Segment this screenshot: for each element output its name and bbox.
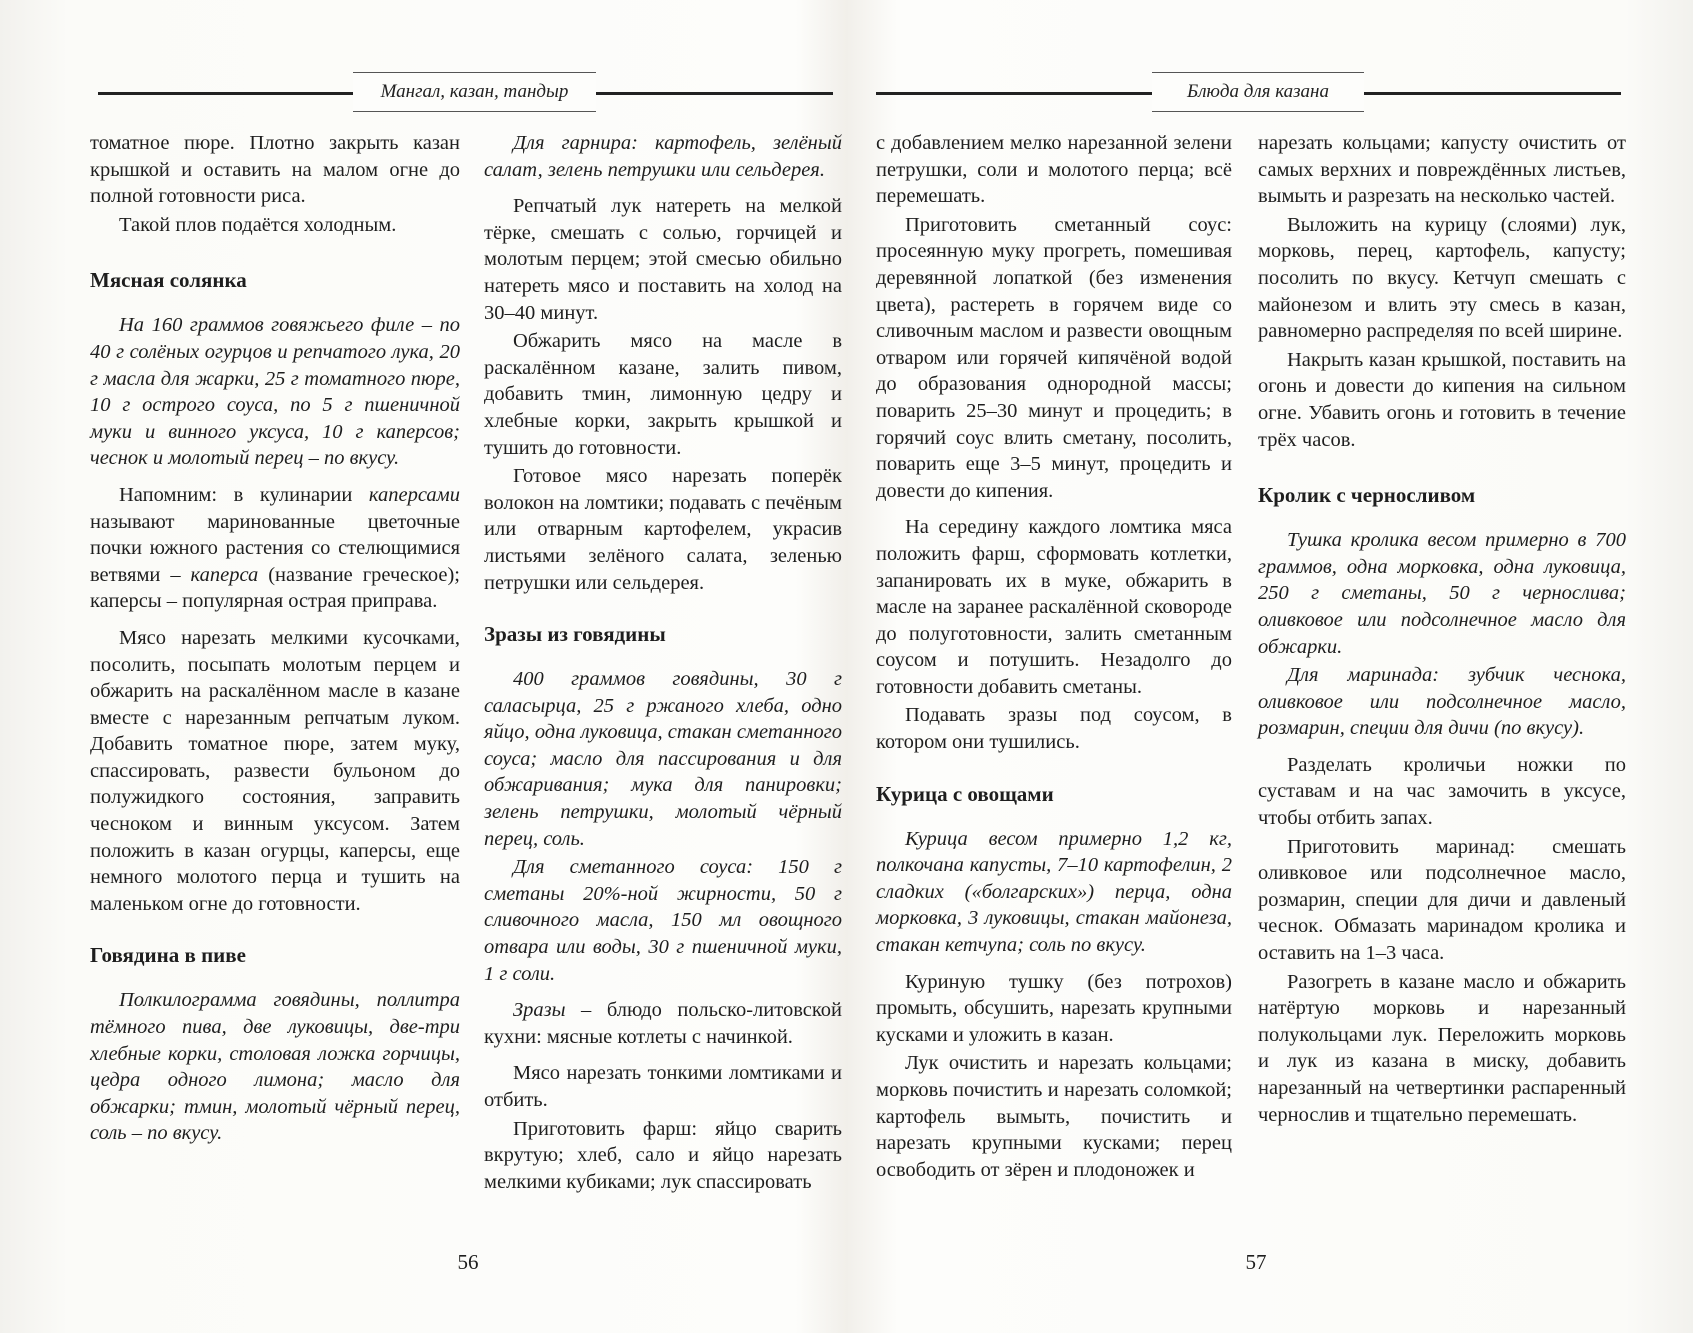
paragraph: Разогреть в казане масло и обжарить натёртую морковь и нарезанный полукольцами лук. Переложить морковь и лук из казана в миску, добавить нарезанный на четвертинки распаренный чернослив и тщательно перемешать. xyxy=(1258,970,1626,1126)
paragraph: Приготовить фарш: яйцо сварить вкрутую; хлеб, сало и яйцо нарезать мелкими кубиками; лук спассировать xyxy=(484,1117,842,1193)
paragraph: На середину каждого ломтика мяса положить фарш, сформовать котлетки, запанировать их в муке, обжарить в масле на заранее раскалённой сковороде до полуготовности, залить сметанным соусом и потушить. Незадолго до готовности добавить сметаны. xyxy=(876,516,1232,698)
recipe-title-rabbit: Кролик с черносливом xyxy=(1258,483,1476,508)
page-number-right: 57 xyxy=(1245,1250,1267,1274)
left-running-head-title: Мангал, казан, тандыр xyxy=(353,72,596,112)
ingredients-sauce: Для сметанного соуса: 150 г сметаны 20%-ной жирности, 50 г сливочного масла, 150 мл овощного отвара или воды, 30 г пшеничной муки, 1 г соли. xyxy=(484,856,842,985)
garnish: Для гарнира: картофель, зелёный салат, зелень петрушки или сельдерея. xyxy=(484,132,842,181)
note-term: каперсами xyxy=(368,483,460,506)
note-text: (название греческое); каперсы – популярная острая приправа. xyxy=(90,563,460,613)
right-column-1 xyxy=(876,130,1232,1185)
right-column-2 xyxy=(1258,130,1626,1130)
paragraph: Накрыть казан крышкой, поставить на огонь и довести до кипения на сильном огне. Убавить огонь и готовить в течение трёх часов. xyxy=(1258,348,1626,451)
paragraph: Мясо нарезать тонкими ломтиками и отбить. xyxy=(484,1062,842,1111)
left-column-2 xyxy=(484,130,842,1197)
paragraph: нарезать кольцами; капусту очистить от самых верхних и повреждённых листьев, вымыть и разрезать на несколько частей. xyxy=(1258,132,1626,208)
left-column-1 xyxy=(90,130,460,1149)
ingredients-rabbit: Тушка кролика весом примерно в 700 граммов, одна морковка, одна луковица, 250 г сметаны, 50 г чернослива; оливковое или подсолнечное масло для обжарки. xyxy=(1258,529,1626,658)
paragraph: Репчатый лук натереть на мелкой тёрке, смешать с солью, горчицей и молотым перцем; этой смесью обильно натереть мясо и поставить на холод на 30–40 минут. xyxy=(484,195,842,324)
note-zrazy xyxy=(484,997,842,1050)
method-solyanka: Мясо нарезать мелкими кусочками, посолить, посыпать молотым перцем и обжарить на раскалённом масле в казане вместе с нарезанным репчатым луком. Добавить томатное пюре, затем муку, спассировать, развести бульоном до полужидкого состояния, заправить чесноком и винным уксусом. Затем положить в казан огурцы, каперсы, еще немного молотого перца и тушить на маленьком огне до готовности. xyxy=(90,626,460,915)
paragraph: Такой плов подаётся холодным. xyxy=(119,213,397,236)
paragraph: Разделать кроличьи ножки по суставам и на час замочить в уксусе, чтобы отбить запах. xyxy=(1258,753,1626,830)
paragraph: Приготовить сметанный соус: просеянную муку прогреть, помешивая деревянной лопаткой (без изменения цвета), растереть в горячем виде со сливочным маслом и развести овощным отваром или горячей кипячёной водой до образования однородной массы; поварить 25–30 минут и процедить; в горячий соус влить сметану, посолить, поварить еще 3–5 минут, процедить и довести до кипения. xyxy=(876,213,1232,502)
paragraph: Приготовить маринад: смешать оливковое или подсолнечное масло, розмарин, специи для дичи и давленый чеснок. Обмазать маринадом кролика и оставить на 1–3 часа. xyxy=(1258,835,1626,965)
left-running-head xyxy=(0,70,846,110)
note-term: каперса xyxy=(190,563,259,586)
paragraph: с добавлением мелко нарезанной зелени петрушки, соли и молотого перца; всё перемешать. xyxy=(876,132,1232,208)
right-running-head-title: Блюда для казана xyxy=(1152,72,1364,112)
note-text: – блюдо польско-литовской кухни: мясные котлеты с начинкой. xyxy=(484,999,842,1048)
ingredients-chicken: Курица весом примерно 1,2 кг, полкочана капусты, 7–10 картофелин, 2 сладких («болгарских») перца, одна морковка, 3 луковицы, стакан майонеза, стакан кетчупа; соль по вкусу. xyxy=(876,827,1232,957)
right-running-head xyxy=(846,70,1693,110)
ingredients-zrazy: 400 граммов говядины, 30 г саласырца, 25 г ржаного хлеба, одно яйцо, одна луковица, стакан сметанного соуса; масло для пассирования и для обжаривания; мука для панировки; зелень петрушки, молотый чёрный перец, соль. xyxy=(484,668,842,850)
left-page xyxy=(0,0,846,1333)
paragraph: Обжарить мясо на масле в раскалённом казане, залить пивом, добавить тмин, лимонную цедру и хлебные корки, закрыть крышкой и тушить до готовности. xyxy=(484,330,842,459)
note-capers xyxy=(90,482,460,615)
paragraph: томатное пюре. Плотно закрыть казан крышкой и оставить на малом огне до полной готовности риса. xyxy=(90,132,460,208)
ingredients-marinade: Для маринада: зубчик чеснока, оливковое или подсолнечное масло, розмарин, специи для дичи (по вкусу). xyxy=(1258,664,1626,740)
recipe-title-chicken: Курица с овощами xyxy=(876,781,1054,806)
note-term: Зразы xyxy=(513,999,566,1022)
paragraph: Выложить на курицу (слоями) лук, морковь, перец, картофель, капусту; посолить по вкусу. Кетчуп смешать с майонезом и влить эту смесь в казан, равномерно распределяя по всей ширине. xyxy=(1258,213,1626,343)
recipe-title-zrazy: Зразы из говядины xyxy=(484,622,666,647)
paragraph: Подавать зразы под соусом, в котором они тушились. xyxy=(876,704,1232,754)
note-text: Напомним: в кулинарии xyxy=(119,483,369,506)
ingredients-pivo: Полкилограмма говядины, поллитра тёмного пива, две луковицы, две-три хлебные корки, столовая ложка горчицы, цедра одного лимона; масло для обжарки; тмин, молотый чёрный перец, соль – по вкусу. xyxy=(90,989,460,1145)
note-text: называют маринованные цветочные почки южного растения со стелющимися ветвями – xyxy=(90,510,460,586)
ingredients-solyanka: На 160 граммов говяжьего филе – по 40 г солёных огурцов и репчатого лука, 20 г масла для жарки, 25 г томатного пюре, 10 г острого соуса, по 5 г пшеничной муки и винного уксуса, 10 г каперсов; чеснок и молотый перец – по вкусу. xyxy=(90,314,460,470)
recipe-title-pivo: Говядина в пиве xyxy=(90,943,246,968)
paragraph: Готовое мясо нарезать поперёк волокон на ломтики; подавать с печёным или отварным картофелем, украсив листьями зелёного салата, зеленью петрушки или сельдерея. xyxy=(484,465,842,594)
paragraph: Лук очистить и нарезать кольцами; морковь почистить и нарезать соломкой; картофель вымыть, почистить и нарезать крупными кусками; перец освободить от зёрен и плодоножек и xyxy=(876,1052,1232,1181)
right-page xyxy=(846,0,1693,1333)
page-number-left: 56 xyxy=(457,1250,479,1274)
recipe-title-solyanka: Мясная солянка xyxy=(90,268,247,293)
paragraph: Куриную тушку (без потрохов) промыть, обсушить, нарезать крупными кусками и уложить в казан. xyxy=(876,970,1232,1046)
